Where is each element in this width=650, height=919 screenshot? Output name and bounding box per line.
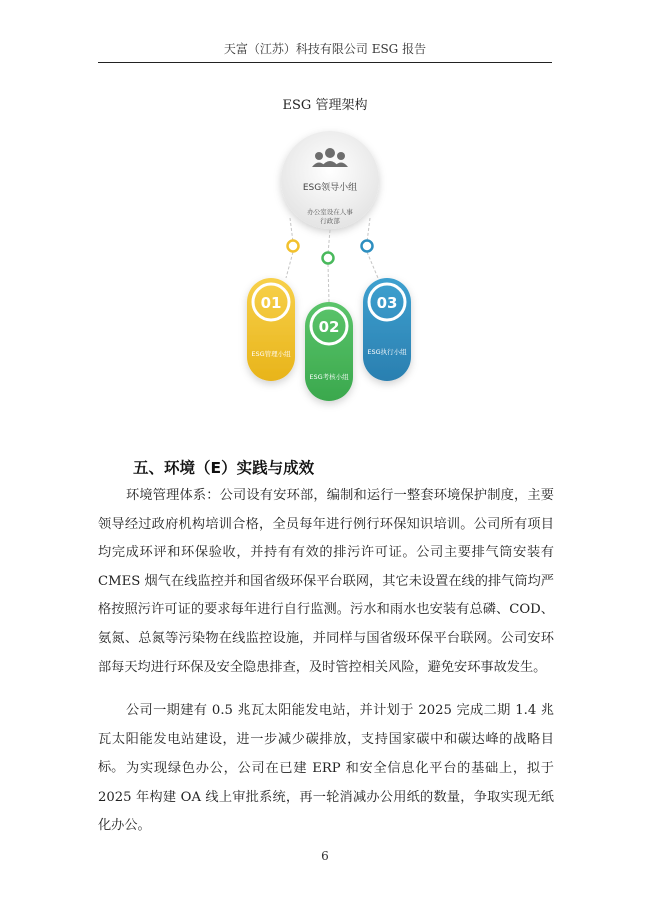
esg-leader-desc-line1: 办公室设在人事 (307, 208, 353, 216)
connector-dot-blue (362, 241, 373, 252)
page-header: 天富（江苏）科技有限公司 ESG 报告 (98, 40, 552, 63)
card-esg-assessment (305, 302, 353, 401)
card-01-label: ESG管理小组 (251, 350, 291, 358)
card-esg-management (247, 278, 295, 381)
esg-leader-name: ESG领导小组 (302, 183, 358, 193)
card-01-number: 01 (260, 294, 282, 312)
esg-leader-desc-line2: 行政部 (320, 217, 340, 225)
page-number: 6 (321, 849, 329, 863)
connector-dot-green (323, 253, 334, 264)
section-title: 五、环境（E）实践与成效 (133, 459, 315, 477)
esg-structure-diagram (230, 130, 430, 410)
card-esg-execution (363, 278, 411, 381)
connector-dot-yellow (288, 241, 299, 252)
paragraph-green-office: 为实现绿色办公，公司在已建 ERP 和安全信息化平台的基础上，拟于 2025 年构建 OA 线上审批系统，再一轮消减办公用纸的数量，争取实现无纸化办公。 (98, 761, 554, 834)
figure-title: ESG 管理架构 (282, 98, 368, 113)
card-02-label: ESG考核小组 (309, 373, 349, 381)
paragraph-solar-power: 公司一期建有 0.5 兆瓦太阳能发电站，并计划于 2025 完成二期 1.4 兆瓦太阳能发电站建设，进一步减少碳排放，支持国家碳中和碳达峰的战略目标。 (98, 703, 554, 776)
paragraph-environment-management: 环境管理体系：公司设有安环部，编制和运行一整套环境保护制度，主要领导经过政府机构培训合格，全员每年进行例行环保知识培训。公司所有项目均完成环评和环保验收，并持有有效的排污许可证。公司主要排气筒安装有 CMES 烟气在线监控并和国省级环保平台联网，其它未设置在线的排气筒均严格按照污许可证的要求每年进行自行监测。污水和雨水也安装有总磷、COD、氨氮、总氮等污染物在线监控设施，并同样与国省级环保平台联网。公司安环部每天均进行环保及安全隐患排查，及时管控相关风险，避免安环事故发生。 (98, 488, 554, 675)
card-03-number: 03 (376, 294, 398, 312)
card-02-number: 02 (318, 318, 340, 336)
card-03-label: ESG执行小组 (367, 348, 407, 356)
